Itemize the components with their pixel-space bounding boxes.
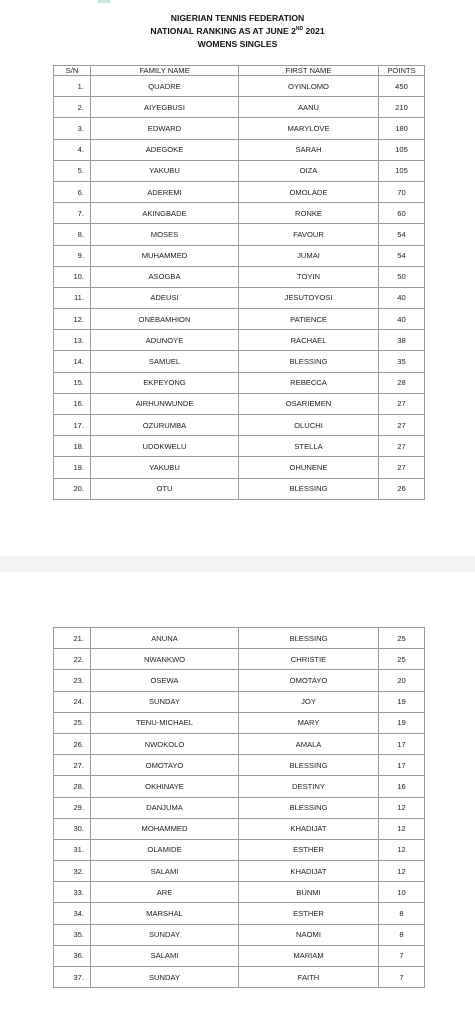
cell-first-name: ESTHER — [239, 839, 379, 860]
cell-sn: 7. — [54, 203, 91, 224]
cell-sn: 27. — [54, 755, 91, 776]
cell-points: 70 — [379, 181, 425, 202]
cell-points: 8 — [379, 903, 425, 924]
cell-first-name: TOYIN — [239, 266, 379, 287]
cell-sn: 4. — [54, 139, 91, 160]
cell-first-name: BLESSING — [239, 628, 379, 649]
cell-first-name: RACHAEL — [239, 330, 379, 351]
column-header-family-name: FAMILY NAME — [91, 66, 239, 76]
cell-sn: 10. — [54, 266, 91, 287]
cell-family-name: ANUNA — [91, 628, 239, 649]
cell-sn: 25. — [54, 712, 91, 733]
cell-family-name: AKINGBADE — [91, 203, 239, 224]
cell-first-name: FAVOUR — [239, 224, 379, 245]
table-row — [54, 797, 425, 818]
table-row — [54, 393, 425, 414]
cell-family-name: OLAMIDE — [91, 839, 239, 860]
cell-first-name: OIZA — [239, 160, 379, 181]
cell-sn: 21. — [54, 628, 91, 649]
header-ranking-date: NATIONAL RANKING AS AT JUNE 2ND 2021 — [150, 26, 325, 36]
cell-first-name: OMOTAYO — [239, 670, 379, 691]
cell-points: 180 — [379, 118, 425, 139]
cell-sn: 30. — [54, 818, 91, 839]
cell-family-name: OKHINAYE — [91, 776, 239, 797]
cell-family-name: NWANKWO — [91, 649, 239, 670]
table-row — [54, 457, 425, 478]
cell-first-name: ESTHER — [239, 903, 379, 924]
cell-family-name: MOSES — [91, 224, 239, 245]
cell-family-name: AIYEGBUSI — [91, 97, 239, 118]
cell-points: 450 — [379, 76, 425, 97]
table-row — [54, 436, 425, 457]
cell-family-name: EDWARD — [91, 118, 239, 139]
cell-points: 25 — [379, 628, 425, 649]
cell-sn: 26. — [54, 733, 91, 754]
table-row — [54, 882, 425, 903]
cell-first-name: RONKE — [239, 203, 379, 224]
cell-sn: 18. — [54, 436, 91, 457]
table-row — [54, 903, 425, 924]
cell-first-name: OYINLOMO — [239, 76, 379, 97]
cell-first-name: STELLA — [239, 436, 379, 457]
table-row — [54, 670, 425, 691]
cell-first-name: KHADIJAT — [239, 818, 379, 839]
cell-points: 105 — [379, 139, 425, 160]
cell-family-name: ADEGOKE — [91, 139, 239, 160]
cell-points: 27 — [379, 457, 425, 478]
cell-points: 7 — [379, 945, 425, 966]
table-row — [54, 245, 425, 266]
cell-sn: 19. — [54, 457, 91, 478]
cell-points: 12 — [379, 818, 425, 839]
ranking-rows-page-1 — [54, 76, 425, 500]
cell-sn: 17. — [54, 415, 91, 436]
cell-family-name: UDOKWELU — [91, 436, 239, 457]
cell-family-name: EKPEYONG — [91, 372, 239, 393]
cell-points: 210 — [379, 97, 425, 118]
cell-first-name: MARYLOVE — [239, 118, 379, 139]
cell-points: 17 — [379, 755, 425, 776]
cell-family-name: SUNDAY — [91, 924, 239, 945]
cell-sn: 14. — [54, 351, 91, 372]
cell-first-name: REBECCA — [239, 372, 379, 393]
column-header-points: POINTS — [379, 66, 425, 76]
cell-first-name: CHRISTIE — [239, 649, 379, 670]
cell-family-name: SALAMI — [91, 861, 239, 882]
cell-family-name: MARSHAL — [91, 903, 239, 924]
cell-first-name: AANU — [239, 97, 379, 118]
cell-first-name: JOY — [239, 691, 379, 712]
cell-family-name: TENU-MICHAEL — [91, 712, 239, 733]
cell-sn: 8. — [54, 224, 91, 245]
cell-points: 28 — [379, 372, 425, 393]
table-row — [54, 224, 425, 245]
cell-sn: 35. — [54, 924, 91, 945]
cell-points: 16 — [379, 776, 425, 797]
cell-first-name: JESUTOYOSI — [239, 287, 379, 308]
cell-family-name: YAKUBU — [91, 160, 239, 181]
cell-first-name: BLESSING — [239, 755, 379, 776]
cell-family-name: OZURUMBA — [91, 415, 239, 436]
cell-sn: 13. — [54, 330, 91, 351]
cell-family-name: ASOGBA — [91, 266, 239, 287]
cell-family-name: SUNDAY — [91, 967, 239, 988]
cell-family-name: SUNDAY — [91, 691, 239, 712]
table-row — [54, 818, 425, 839]
cell-sn: 36. — [54, 945, 91, 966]
cell-first-name: DESTINY — [239, 776, 379, 797]
cell-first-name: OSARIEMEN — [239, 393, 379, 414]
cell-sn: 9. — [54, 245, 91, 266]
cell-points: 20 — [379, 670, 425, 691]
table-row — [54, 861, 425, 882]
cell-sn: 32. — [54, 861, 91, 882]
cell-first-name: BLESSING — [239, 478, 379, 499]
table-row — [54, 351, 425, 372]
table-row — [54, 160, 425, 181]
cell-first-name: FAITH — [239, 967, 379, 988]
cell-points: 27 — [379, 415, 425, 436]
cell-points: 12 — [379, 797, 425, 818]
cell-family-name: OTU — [91, 478, 239, 499]
cell-points: 10 — [379, 882, 425, 903]
cell-first-name: OMOLADE — [239, 181, 379, 202]
cell-family-name: SALAMI — [91, 945, 239, 966]
cell-points: 40 — [379, 287, 425, 308]
cell-family-name: ADUNOYE — [91, 330, 239, 351]
cell-points: 19 — [379, 712, 425, 733]
table-row — [54, 181, 425, 202]
cell-first-name: PATIENCE — [239, 309, 379, 330]
cell-family-name: YAKUBU — [91, 457, 239, 478]
cell-first-name: BUNMI — [239, 882, 379, 903]
table-row — [54, 776, 425, 797]
cell-family-name: MUHAMMED — [91, 245, 239, 266]
cell-family-name: AIRHUNWUNDE — [91, 393, 239, 414]
table-row — [54, 309, 425, 330]
table-row — [54, 945, 425, 966]
cell-sn: 23. — [54, 670, 91, 691]
cell-points: 35 — [379, 351, 425, 372]
ranking-table-page-1 — [53, 65, 425, 500]
cell-sn: 33. — [54, 882, 91, 903]
cell-points: 27 — [379, 393, 425, 414]
cell-points: 25 — [379, 649, 425, 670]
cell-sn: 24. — [54, 691, 91, 712]
table-row — [54, 97, 425, 118]
cell-first-name: MARIAM — [239, 945, 379, 966]
cell-family-name: DANJUMA — [91, 797, 239, 818]
ranking-rows-page-2 — [54, 628, 425, 988]
cell-points: 54 — [379, 245, 425, 266]
cell-family-name: OSEWA — [91, 670, 239, 691]
column-header-first-name: FIRST NAME — [239, 66, 379, 76]
cell-sn: 6. — [54, 181, 91, 202]
cell-first-name: BLESSING — [239, 797, 379, 818]
table-row — [54, 712, 425, 733]
cell-first-name: MARY — [239, 712, 379, 733]
cell-points: 38 — [379, 330, 425, 351]
cell-family-name: ARE — [91, 882, 239, 903]
cell-points: 8 — [379, 924, 425, 945]
page-top-mark — [98, 0, 110, 3]
cell-points: 12 — [379, 839, 425, 860]
cell-first-name: OLUCHI — [239, 415, 379, 436]
column-header-sn: S/N — [54, 66, 91, 76]
cell-family-name: MOHAMMED — [91, 818, 239, 839]
cell-family-name: NWOKOLO — [91, 733, 239, 754]
cell-sn: 16. — [54, 393, 91, 414]
header-category: WOMENS SINGLES — [197, 39, 278, 49]
cell-family-name: ADEUSI — [91, 287, 239, 308]
cell-first-name: KHADIJAT — [239, 861, 379, 882]
cell-points: 12 — [379, 861, 425, 882]
cell-sn: 31. — [54, 839, 91, 860]
cell-points: 7 — [379, 967, 425, 988]
cell-family-name: ADEREMI — [91, 181, 239, 202]
table-row — [54, 733, 425, 754]
cell-first-name: OHUNENE — [239, 457, 379, 478]
cell-points: 105 — [379, 160, 425, 181]
document-header — [0, 12, 475, 51]
cell-sn: 20. — [54, 478, 91, 499]
header-organization: NIGERIAN TENNIS FEDERATION — [170, 13, 305, 23]
cell-points: 19 — [379, 691, 425, 712]
cell-sn: 22. — [54, 649, 91, 670]
ranking-table-page-2 — [53, 627, 425, 988]
cell-sn: 12. — [54, 309, 91, 330]
cell-sn: 34. — [54, 903, 91, 924]
cell-family-name: OMOTAYO — [91, 755, 239, 776]
cell-sn: 5. — [54, 160, 91, 181]
table-row — [54, 691, 425, 712]
table-row — [54, 118, 425, 139]
table-header-row — [54, 66, 425, 76]
cell-sn: 1. — [54, 76, 91, 97]
table-row — [54, 649, 425, 670]
cell-sn: 2. — [54, 97, 91, 118]
table-row — [54, 839, 425, 860]
cell-first-name: SARAH — [239, 139, 379, 160]
cell-points: 40 — [379, 309, 425, 330]
table-row — [54, 755, 425, 776]
table-row — [54, 76, 425, 97]
table-row — [54, 139, 425, 160]
cell-points: 50 — [379, 266, 425, 287]
table-row — [54, 924, 425, 945]
cell-sn: 15. — [54, 372, 91, 393]
cell-sn: 29. — [54, 797, 91, 818]
cell-points: 60 — [379, 203, 425, 224]
table-row — [54, 203, 425, 224]
table-row — [54, 266, 425, 287]
table-row — [54, 330, 425, 351]
cell-sn: 37. — [54, 967, 91, 988]
table-row — [54, 628, 425, 649]
table-row — [54, 372, 425, 393]
table-row — [54, 967, 425, 988]
cell-points: 26 — [379, 478, 425, 499]
cell-family-name: SAMUEL — [91, 351, 239, 372]
cell-points: 54 — [379, 224, 425, 245]
cell-sn: 28. — [54, 776, 91, 797]
cell-points: 17 — [379, 733, 425, 754]
table-row — [54, 478, 425, 499]
cell-family-name: QUADRE — [91, 76, 239, 97]
cell-sn: 3. — [54, 118, 91, 139]
cell-family-name: ONEBAMHION — [91, 309, 239, 330]
table-row — [54, 415, 425, 436]
cell-points: 27 — [379, 436, 425, 457]
cell-first-name: AMALA — [239, 733, 379, 754]
cell-first-name: BLESSING — [239, 351, 379, 372]
table-row — [54, 287, 425, 308]
cell-first-name: NAOMI — [239, 924, 379, 945]
cell-sn: 11. — [54, 287, 91, 308]
cell-first-name: JUMAI — [239, 245, 379, 266]
